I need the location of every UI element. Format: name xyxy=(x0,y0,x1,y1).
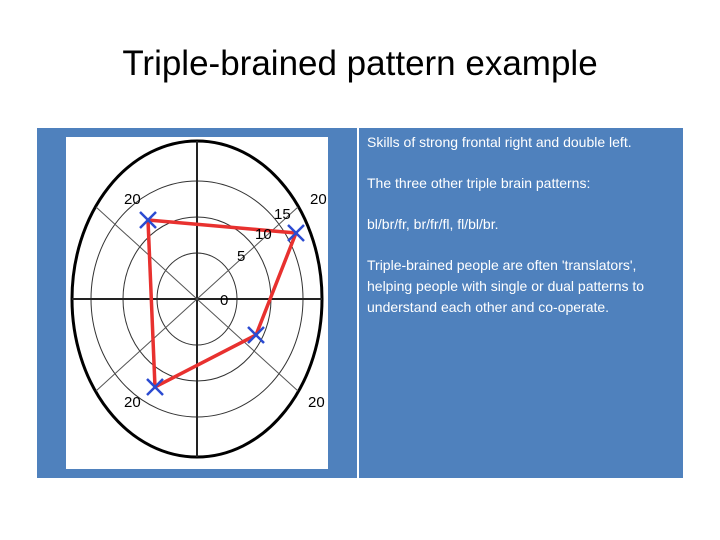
label-bottom-left: 20 xyxy=(124,394,141,411)
paragraph-other-patterns: The three other triple brain patterns: xyxy=(367,175,591,191)
marker-back-right xyxy=(248,327,264,343)
paragraph-translators: Triple-brained people are often 'translators', helping people with single or dual patterns to understand each other and co-operate. xyxy=(367,257,645,315)
label-bottom-right: 20 xyxy=(308,394,325,411)
label-top-left: 20 xyxy=(124,191,141,208)
label-top-right: 20 xyxy=(310,191,327,208)
label-ring-10: 10 xyxy=(255,226,272,243)
content-panel xyxy=(37,128,683,478)
paragraph-skills: Skills of strong frontal right and double left. xyxy=(367,134,632,150)
description-text xyxy=(367,132,667,338)
label-center: 0 xyxy=(220,292,229,309)
label-ring-5: 5 xyxy=(237,248,246,265)
slide-title: Triple-brained pattern example xyxy=(122,44,598,83)
label-ring-15: 15 xyxy=(274,206,291,223)
text-cell xyxy=(359,128,683,478)
paragraph-pattern-list: bl/br/fr, br/fr/fl, fl/bl/br. xyxy=(367,216,499,232)
brain-pattern-diagram xyxy=(66,137,328,469)
diagram-cell xyxy=(37,128,359,478)
